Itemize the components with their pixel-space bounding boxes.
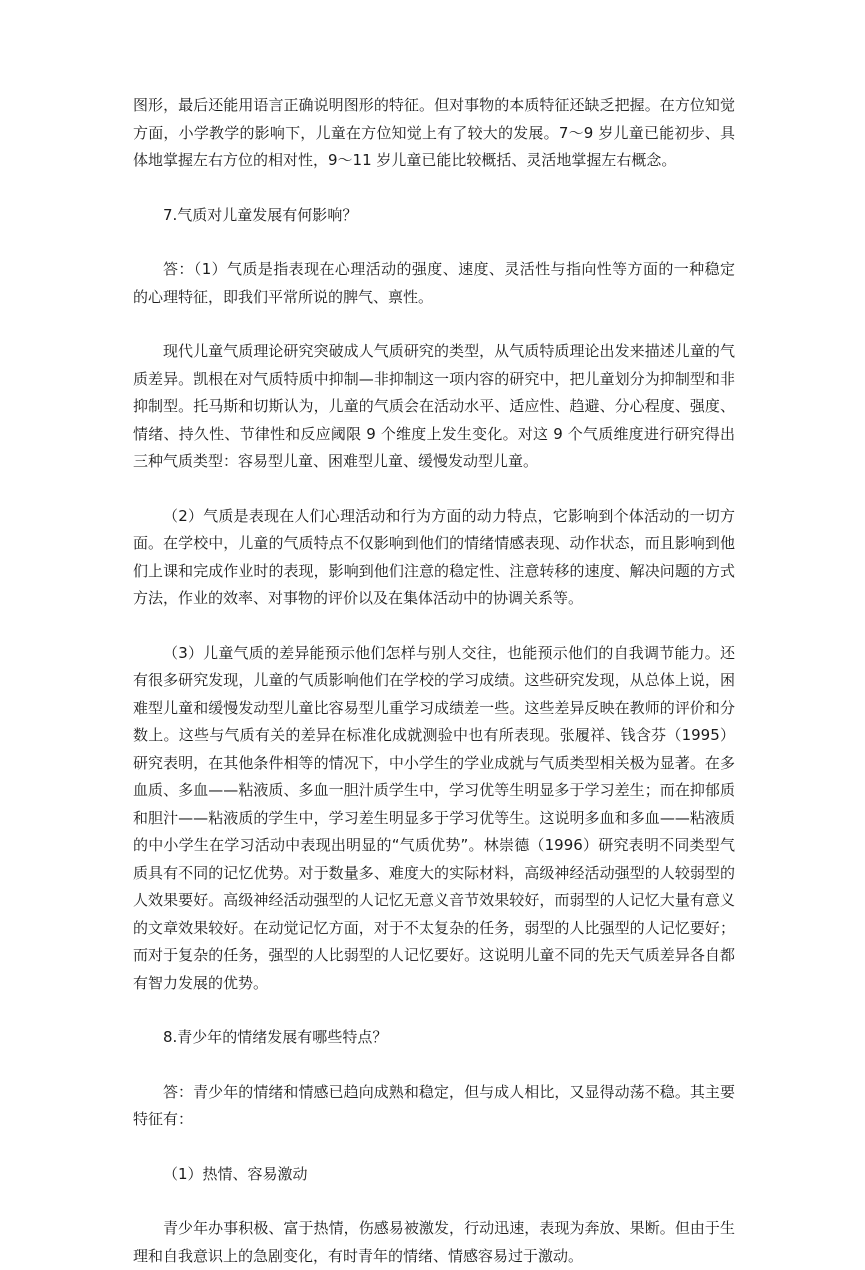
answer-8-point-1-body: 青少年办事积极、富于热情，伤感易被激发，行动迅速，表现为奔放、果断。但由于生理和自我意识上的急剧变化，有时青年的情绪、情感容易过于激动。 [133, 1219, 735, 1265]
answer-7-part-2: （2）气质是表现在人们心理活动和行为方面的动力特点，它影响到个体活动的一切方面。在学校中，儿童的气质特点不仅影响到他们的情绪情感表现、动作状态，而且影响到他们上课和完成作业时的表现，影响到他们注意的稳定性、注意转移的速度、解决问题的方式方法，作业的效率、对事物的评价以及在集体活动中的协调关系等。 [133, 506, 735, 607]
question-7-heading: 7.气质对儿童发展有何影响？ [163, 205, 358, 224]
answer-7-part-3: （3）儿童气质的差异能预示他们怎样与别人交往，也能预示他们的自我调节能力。还有很多研究发现，儿童的气质影响他们在学校的学习成绩。这些研究发现，从总体上说，困难型儿童和缓慢发动型儿童比容易型儿重学习成绩差一些。这些差异反映在教师的评价和分数上。这些与气质有关的差异在标准化成就测验中也有所表现。张履祥、钱含芬（1995）研究表明，在其他条件相等的情况下，中小学生的学业成就与气质类型相关极为显著。在多血质、多血——粘液质、多血一胆汁质学生中，学习优等生明显多于学习差生；而在抑郁质和胆汁——粘液质的学生中，学习差生明显多于学习优等生。这说明多血和多血——粘液质的中小学生在学习活动中表现出明显的“气质优势”。林崇德（1996）研究表明不同类型气质具有不同的记忆优势。对于数量多、难度大的实际材料，高级神经活动强型的人较弱型的人效果要好。高级神经活动强型的人记忆无意义音节效果较好，而弱型的人记忆大量有意义的文章效果较好。在动觉记忆方面，对于不太复杂的任务，弱型的人比强型的人记忆要好；而对于复杂的任务，强型的人比弱型的人记忆要好。这说明儿童不同的先天气质差异各自都有智力发展的优势。 [133, 643, 735, 992]
paragraph-spatial-perception: 图形，最后还能用语言正确说明图形的特征。但对事物的本质特征还缺乏把握。在方位知觉方面，小学教学的影响下，儿童在方位知觉上有了较大的发展。7～9 岁儿童已能初步、具体地掌握左右方位的相对性，9～11 岁儿童已能比较概括、灵活地掌握左右概念。 [133, 96, 735, 169]
answer-7-part-1: 答：（1）气质是指表现在心理活动的强度、速度、灵活性与指向性等方面的一种稳定的心理特征，即我们平常所说的脾气、禀性。 [133, 260, 735, 306]
answer-8-point-1-heading: （1）热情、容易激动 [163, 1164, 308, 1183]
paragraph-temperament-theory: 现代儿童气质理论研究突破成人气质研究的类型，从气质特质理论出发来描述儿童的气质差异。凯根在对气质特质中抑制—非抑制这一项内容的研究中，把儿童划分为抑制型和非抑制型。托马斯和切斯认为，儿童的气质会在活动水平、适应性、趋避、分心程度、强度、情绪、持久性、节律性和反应阈限 9 个维度上发生变化。对这 9 个气质维度进行研究得出三种气质类型：容易型儿童、困难型儿童、缓慢发动型儿童。 [133, 342, 735, 470]
question-8-heading: 8.青少年的情绪发展有哪些特点？ [163, 1028, 388, 1046]
answer-8-intro: 答：青少年的情绪和情感已趋向成熟和稳定，但与成人相比，又显得动荡不稳。其主要特征有： [133, 1082, 735, 1128]
